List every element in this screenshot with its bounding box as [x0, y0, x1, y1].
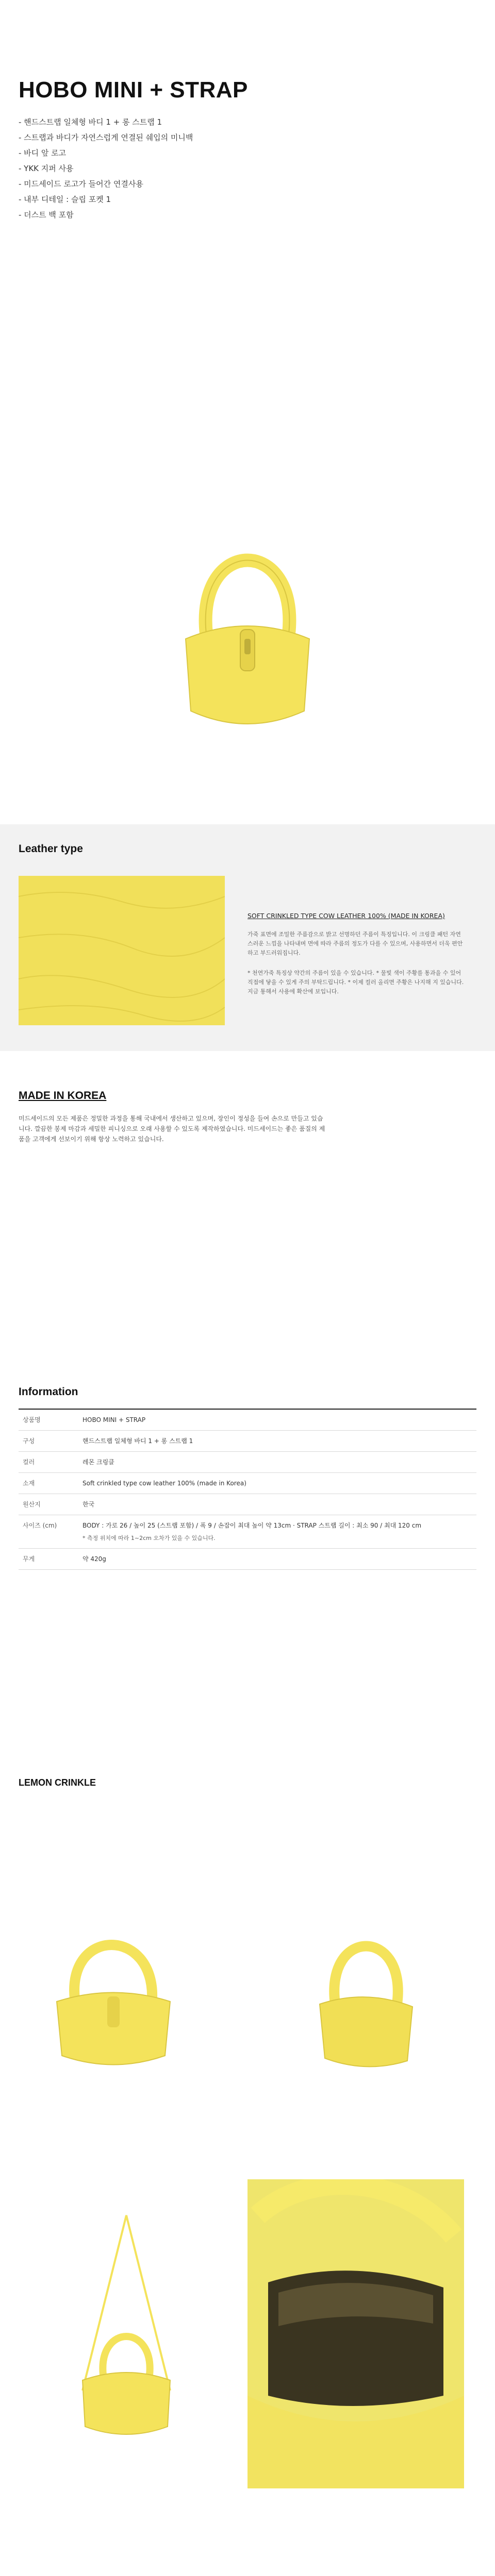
table-row — [19, 1549, 476, 1570]
leather-section — [0, 824, 495, 1051]
bag-illustration — [165, 515, 330, 752]
feature-item: - 더스트 백 포함 — [19, 210, 74, 219]
feature-item: - 내부 디테일 : 슬립 포켓 1 — [19, 195, 111, 204]
feature-item: - 바디 앞 로고 — [19, 148, 67, 158]
table-row — [19, 1431, 476, 1452]
leather-section-title: Leather type — [19, 843, 83, 855]
product-title: HOBO MINI + STRAP — [19, 77, 248, 103]
row-value: 약 420g — [78, 1549, 476, 1570]
made-in-korea-section — [0, 1090, 495, 1144]
row-label: 무게 — [19, 1549, 78, 1570]
row-label: 구성 — [19, 1431, 78, 1452]
gallery-section — [0, 1777, 495, 1788]
row-value: 레몬 크링클 — [78, 1452, 476, 1473]
info-section-title: Information — [19, 1386, 78, 1398]
leather-description: 가죽 표면에 조밀한 주름감으로 밝고 선명하던 주름이 특징입니다. 이 크링클 패턴 자연스러운 느낌을 나타내며 면에 따라 주름의 정도가 다를 수 있으며, 사용하면서 더욱 편안하고 부드러워집니다. — [248, 931, 463, 956]
row-value: HOBO MINI + STRAP — [78, 1409, 476, 1431]
gallery-image-strap — [62, 2205, 191, 2494]
made-description: 미드세이드의 모든 제품은 정밀한 과정을 통해 국내에서 생산하고 있으며, 장인이 정성을 들여 손으로 만들고 있습니다. 깔끔한 봉제 마감과 세밀한 피니싱으로 오래 사용할 수 있도록 제작하였습니다. 미드세이드는 좋은 품질의 제품을 고객에게 선보이기 위해 항상 노력하고 있습니다. — [19, 1115, 325, 1143]
bag-illustration — [36, 1917, 191, 2081]
feature-item: - 스트랩과 바디가 자연스럽게 연결된 쉐입의 미니백 — [19, 133, 193, 142]
row-label: 원산지 — [19, 1494, 78, 1515]
row-label: 컬러 — [19, 1452, 78, 1473]
gallery-image-front — [36, 1917, 191, 2081]
interior-illustration — [248, 2179, 464, 2488]
table-row — [19, 1494, 476, 1515]
hero-bag-image — [165, 515, 330, 752]
bag-illustration — [62, 2205, 191, 2494]
leather-notes: * 천연가죽 특징상 약간의 주름이 있을 수 있습니다. * 물빛 색이 주황를 통과을 수 있어 직접에 닿을 수 있게 주의 부탁드립니다. * 이제 컬러 올리면 주황은 나지해 지 있습니다. 지금 통해서 사용에 확산에 보입니다. — [248, 970, 464, 995]
size-note: * 측정 위치에 따라 1~2cm 오차가 있을 수 있습니다. — [82, 1535, 216, 1541]
feature-item: - 핸드스트랩 일체형 바디 1 + 롱 스트랩 1 — [19, 117, 162, 127]
info-table — [19, 1409, 476, 1570]
hero-section — [0, 77, 495, 223]
row-value: Soft crinkled type cow leather 100% (made in Korea) — [78, 1473, 476, 1494]
feature-item: - 미드세이드 로고가 들어간 연결사용 — [19, 179, 143, 189]
leather-name: SOFT CRINKLED TYPE COW LEATHER 100% (MADE IN KOREA) — [248, 912, 445, 920]
table-row — [19, 1452, 476, 1473]
gallery-title: LEMON CRINKLE — [19, 1777, 96, 1788]
bag-illustration — [289, 1917, 443, 2081]
feature-list — [19, 114, 476, 223]
row-value: BODY : 가로 26 / 높이 25 (스트랩 포함) / 폭 9 / 손잡이 최대 높이 약 13cm · STRAP 스트랩 길이 : 최소 90 / 최대 120 cm — [82, 1522, 422, 1529]
leather-swatch — [19, 876, 225, 1025]
row-value: 핸드스트랩 일체형 바디 1 + 롱 스트랩 1 — [78, 1431, 476, 1452]
row-label: 사이즈 (cm) — [19, 1515, 78, 1549]
made-section-title: MADE IN KOREA — [19, 1090, 107, 1101]
table-row — [19, 1473, 476, 1494]
table-row — [19, 1515, 476, 1549]
row-value: 한국 — [78, 1494, 476, 1515]
gallery-image-interior — [248, 2179, 464, 2488]
row-label: 소재 — [19, 1473, 78, 1494]
feature-item: - YKK 지퍼 사용 — [19, 164, 74, 173]
leather-texture — [19, 876, 225, 1025]
table-row — [19, 1409, 476, 1431]
row-label: 상품명 — [19, 1409, 78, 1431]
information-section — [0, 1386, 495, 1570]
gallery-image-side — [289, 1917, 443, 2081]
